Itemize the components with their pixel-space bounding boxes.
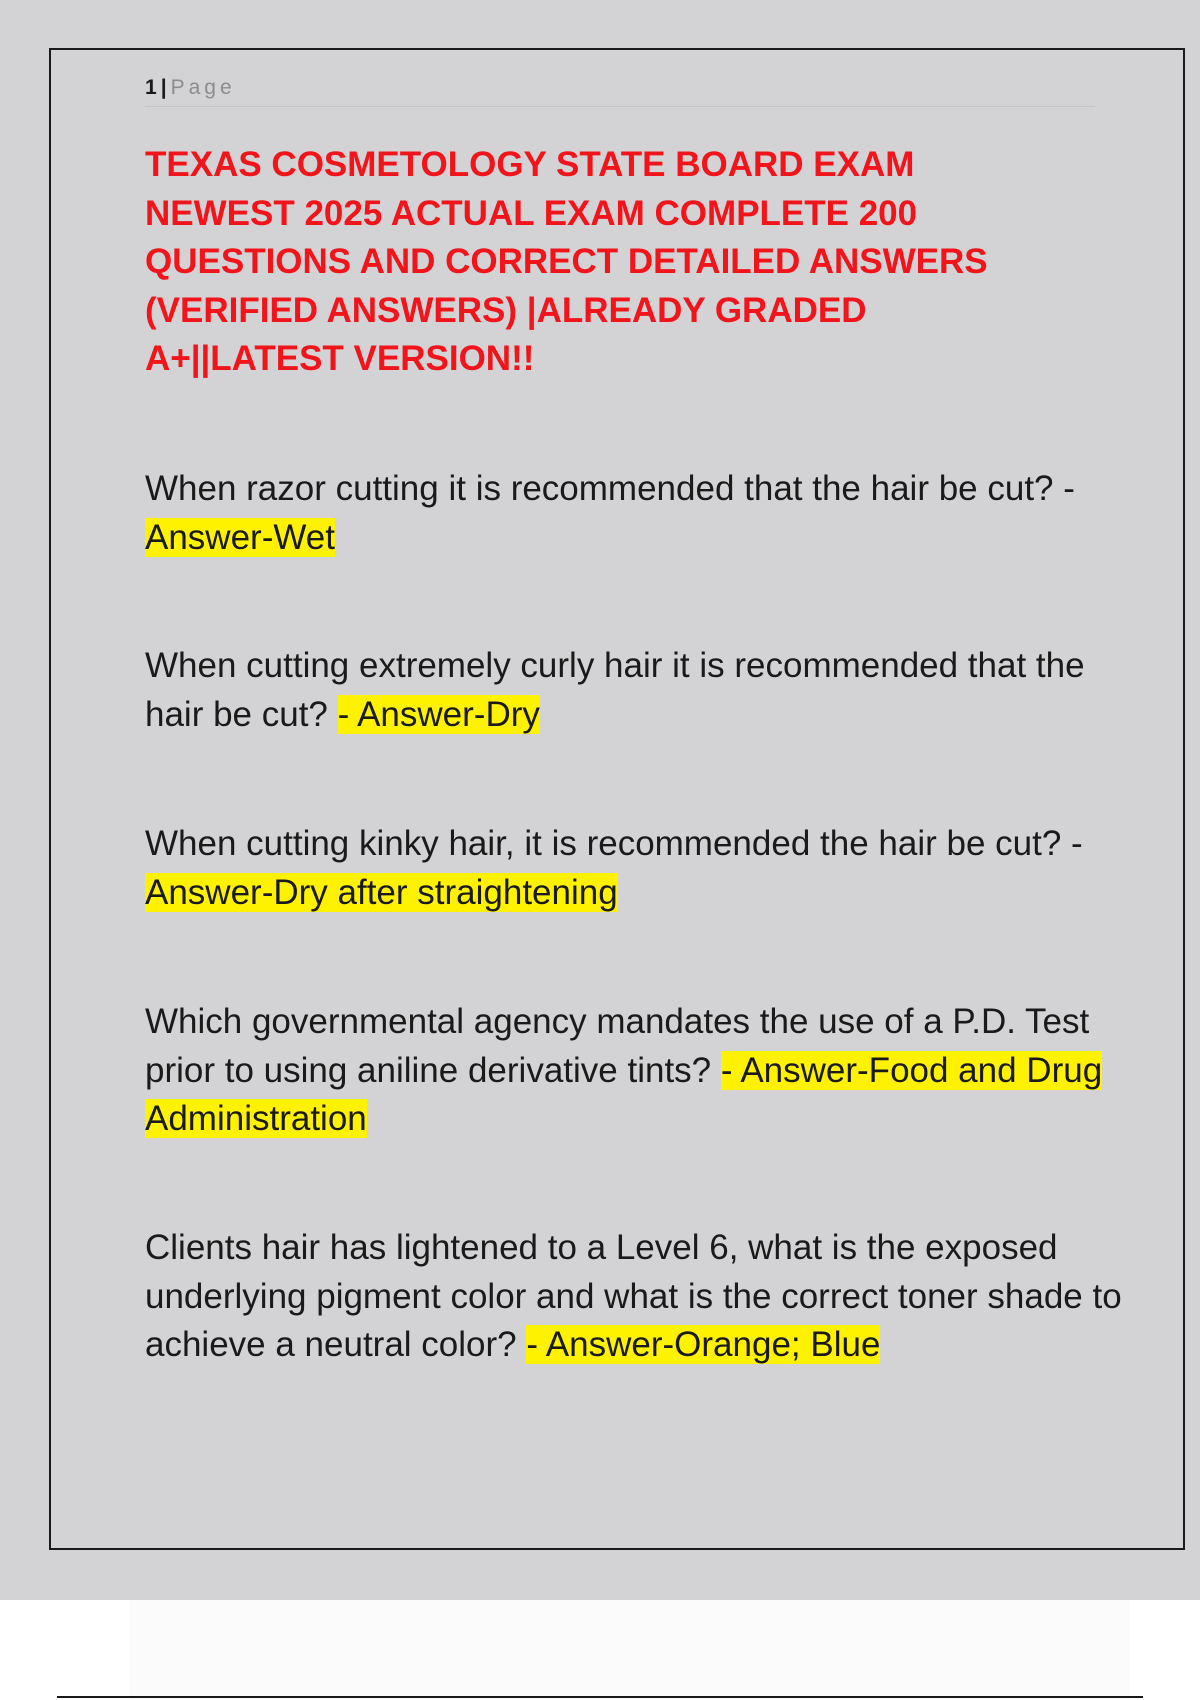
answer-highlight: - Answer-Dry bbox=[337, 694, 540, 734]
question-text: When razor cutting it is recommended that the hair be cut? - bbox=[145, 469, 1075, 508]
answer-highlight: Answer-Wet bbox=[145, 517, 335, 557]
next-page-divider bbox=[57, 1696, 1143, 1698]
question-text: Clients hair has lightened to a Level 6, what is the exposed underlying pigment color and what is the correct toner shade to achieve a neutral color? bbox=[145, 1228, 1122, 1365]
question-3 bbox=[145, 820, 1125, 917]
question-2 bbox=[145, 642, 1125, 739]
page-label: Page bbox=[170, 76, 236, 99]
question-1 bbox=[145, 465, 1125, 562]
answer-highlight: - Answer-Orange; Blue bbox=[526, 1325, 881, 1365]
answer-highlight: - Answer-Food and Drug Administration bbox=[145, 1050, 1103, 1139]
question-text: When cutting extremely curly hair it is recommended that the hair be cut? bbox=[145, 646, 1085, 734]
question-4 bbox=[145, 998, 1125, 1144]
document-title: TEXAS COSMETOLOGY STATE BOARD EXAM NEWEST 2025 ACTUAL EXAM COMPLETE 200 QUESTIONS AND CORRECT DETAILED ANSWERS (VERIFIED ANSWERS) |ALREADY GRADED A+||LATEST VERSION!! bbox=[145, 145, 988, 379]
question-text: When cutting kinky hair, it is recommended the hair be cut? - bbox=[145, 824, 1083, 863]
page-number: 1 bbox=[145, 76, 157, 99]
page-separator: | bbox=[160, 76, 167, 99]
question-5 bbox=[145, 1224, 1125, 1370]
page-header bbox=[145, 74, 1095, 107]
answer-highlight: Answer-Dry after straightening bbox=[145, 872, 618, 912]
question-text: Which governmental agency mandates the use of a P.D. Test prior to using aniline derivative tints? bbox=[145, 1002, 1090, 1090]
next-page-band bbox=[130, 1600, 1130, 1700]
